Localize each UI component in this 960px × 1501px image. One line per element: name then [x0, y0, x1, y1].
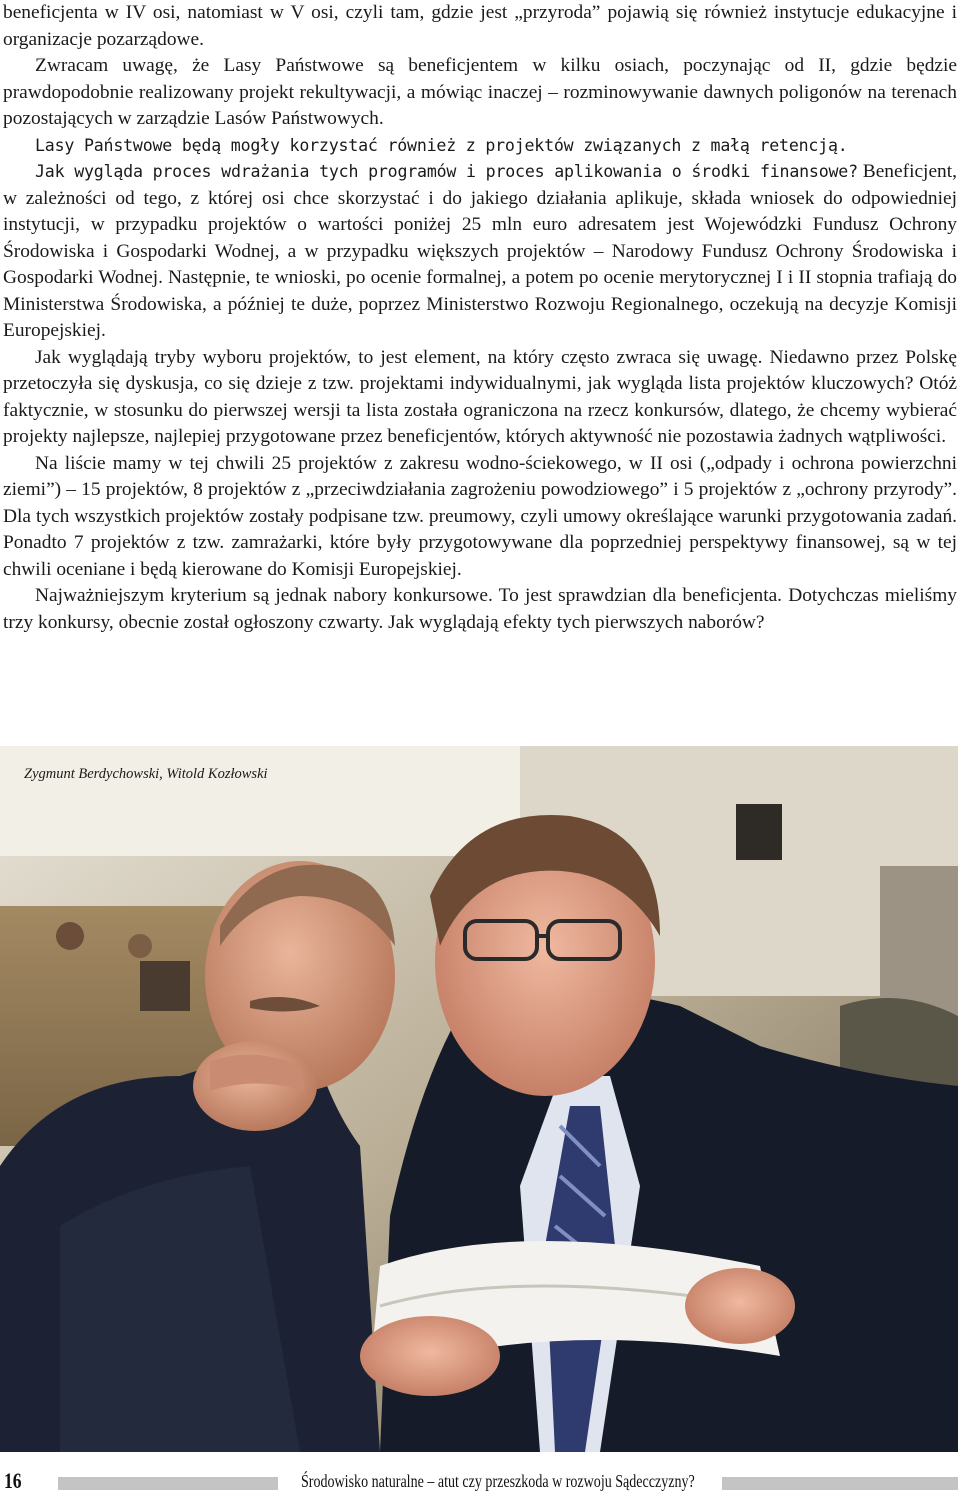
- interview-question: [3, 133, 957, 160]
- paragraph-question-answer: [3, 159, 957, 345]
- article-body: [3, 0, 957, 636]
- footer-bar-right: [722, 1477, 958, 1490]
- photo-two-men-reading: [0, 746, 958, 1452]
- footer-bar-left: [58, 1477, 278, 1490]
- photo-illustration: [0, 746, 958, 1452]
- paragraph: Najważniejszym kryterium są jednak nabory konkursowe. To jest sprawdzian dla beneficjenta. Dotychczas mieliśmy trzy konkursy, obecnie został ogłoszony czwarty. Jak wyglądają efekty tych pierwszych naborów?: [3, 585, 957, 633]
- page-footer: [0, 1468, 960, 1498]
- answer-text: Beneficjent, w zależności od tego, z której osi chce skorzystać i do jakiego działania aplikuje, składa wniosek do odpowiedniej instytucji, w przypadku projektów o wartości poniżej 25 mln euro adresatem jest Wojewódzki Fundusz Ochrony Środowiska i Gospodarki Wodnej, a w przypadku większych projektów – Narodowy Fundusz Ochrony Środowiska i Gospodarki Wodnej. Następnie, te wnioski, po ocenie formalnej, a potem po ocenie merytorycznej I i II stopnia trafiają do Ministerstwa Środowiska, a później te duże, poprzez Ministerstwo Rozwoju Regionalnego, oczekują na decyzje Komisji Europejskiej.: [3, 161, 957, 341]
- photo-caption: Zygmunt Berdychowski, Witold Kozłowski: [24, 766, 268, 782]
- paragraph: Na liście mamy w tej chwili 25 projektów z zakresu wodno-ściekowego, w II osi („odpady i ochrona powierzchni ziemi”) – 15 projektów, 8 projektów z „przeciwdziałania zagrożeniu powodziowego” i 5 projektów z „ochrony przyrody”. Dla tych wszystkich projektów zostały podpisane tzw. preumowy, czyli umowy określające warunki przygotowania zadań. Ponadto 7 projektów z tzw. zamrażarki, które były przygotowywane dla poprzedniej perspektywy finansowej, są w tej chwili oceniane i będą kierowane do Komisji Europejskiej.: [3, 452, 957, 580]
- question-text: Lasy Państwowe będą mogły korzystać również z projektów związanych z małą retencją.: [35, 135, 848, 155]
- paragraph: Jak wyglądają tryby wyboru projektów, to jest element, na który często zwraca się uwagę. Niedawno przez Polskę przetoczyła się dyskusja, co się dzieje z tzw. projektami indywidualnymi, jak wygląda lista projektów kluczowych? Otóż faktycznie, w stosunku do pierwszej wersji ta lista została ograniczona na rzecz konkursów, dlatego, że chcemy wybierać projekty najlepsze, najlepiej przygotowane przez beneficjentów, których aktywność nie pozostawia żadnych wątpliwości.: [3, 346, 957, 447]
- publication-title: Środowisko naturalne – atut czy przeszkoda w rozwoju Sądecczyzny?: [301, 1471, 695, 1491]
- paragraph-continued: beneficjenta w IV osi, natomiast w V osi, czyli tam, gdzie jest „przyroda” pojawią się również instytucje edukacyjne i organizacje pozarządowe.: [3, 2, 957, 50]
- paragraph: Zwracam uwagę, że Lasy Państwowe są beneficjentem w kilku osiach, poczynając od II, gdzie będzie prawdopodobnie realizowany projekt rekultywacji, a mówiąc inaczej – rozminowywanie dawnych poligonów na terenach pozostających w zarządzie Lasów Państwowych.: [3, 55, 957, 129]
- question-text: Jak wygląda proces wdrażania tych programów i proces aplikowania o środki finansowe?: [35, 162, 858, 181]
- page-number: 16: [4, 1468, 22, 1493]
